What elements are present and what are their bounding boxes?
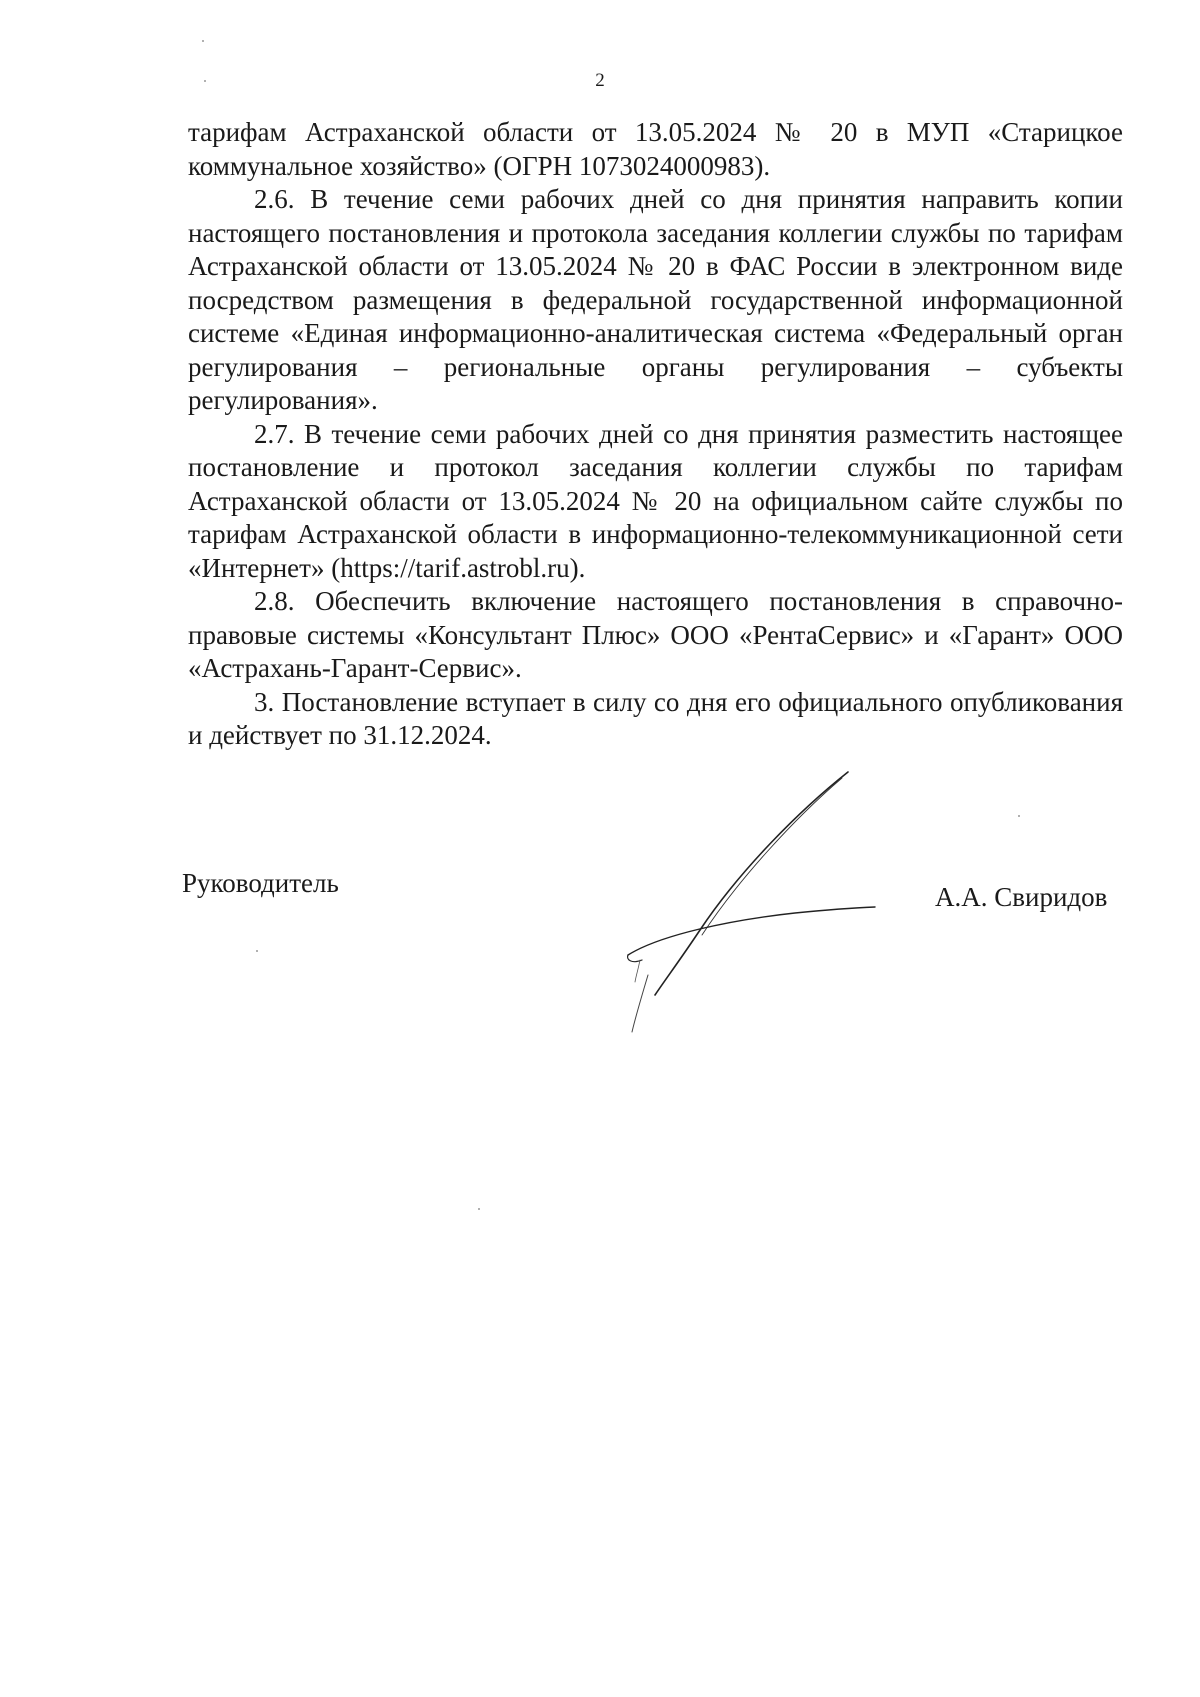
paragraph-continuation: тарифам Астраханской области от 13.05.2024 № 20 в МУП «Старицкое коммунальное хозяйство» (ОГРН 1073024000983). (188, 117, 1123, 181)
signatory-name: А.А. Свиридов (935, 882, 1108, 912)
paragraph-2-8: 2.8. Обеспечить включение настоящего постановления в справочно-правовые системы «Консультант Плюс» ООО «РентаСервис» и «Гарант» ООО «Астрахань-Гарант-Сервис». (188, 586, 1123, 683)
page-number: 2 (595, 70, 605, 91)
scan-speck (202, 40, 204, 42)
scan-speck (478, 1208, 480, 1210)
document-body (188, 116, 1123, 753)
scan-speck (1018, 815, 1020, 817)
signatory-title: Руководитель (182, 868, 339, 898)
scan-speck (204, 80, 206, 82)
paragraph-3: 3. Постановление вступает в силу со дня его официального опубликования и действует по 31.12.2024. (188, 686, 1123, 750)
handwritten-signature (620, 770, 920, 1040)
paragraph-2-6: 2.6. В течение семи рабочих дней со дня принятия направить копии настоящего постановления и протокола заседания коллегии службы по тарифам Астраханской области от 13.05.2024 № 20 в ФАС России в электронном виде посредством размещения в федеральной государственной информационной системе «Единая информационно-аналитическая система «Федеральный орган регулирования – региональные органы регулирования – субъекты регулирования». (188, 184, 1123, 415)
paragraph-2-7: 2.7. В течение семи рабочих дней со дня принятия разместить настоящее постановление и протокол заседания коллегии службы по тарифам Астраханской области от 13.05.2024 № 20 на официальном сайте службы по тарифам Астраханской области в информационно-телекоммуникационной сети «Интернет» (https://tarif.astrobl.ru). (188, 418, 1123, 583)
scan-speck (256, 950, 258, 952)
